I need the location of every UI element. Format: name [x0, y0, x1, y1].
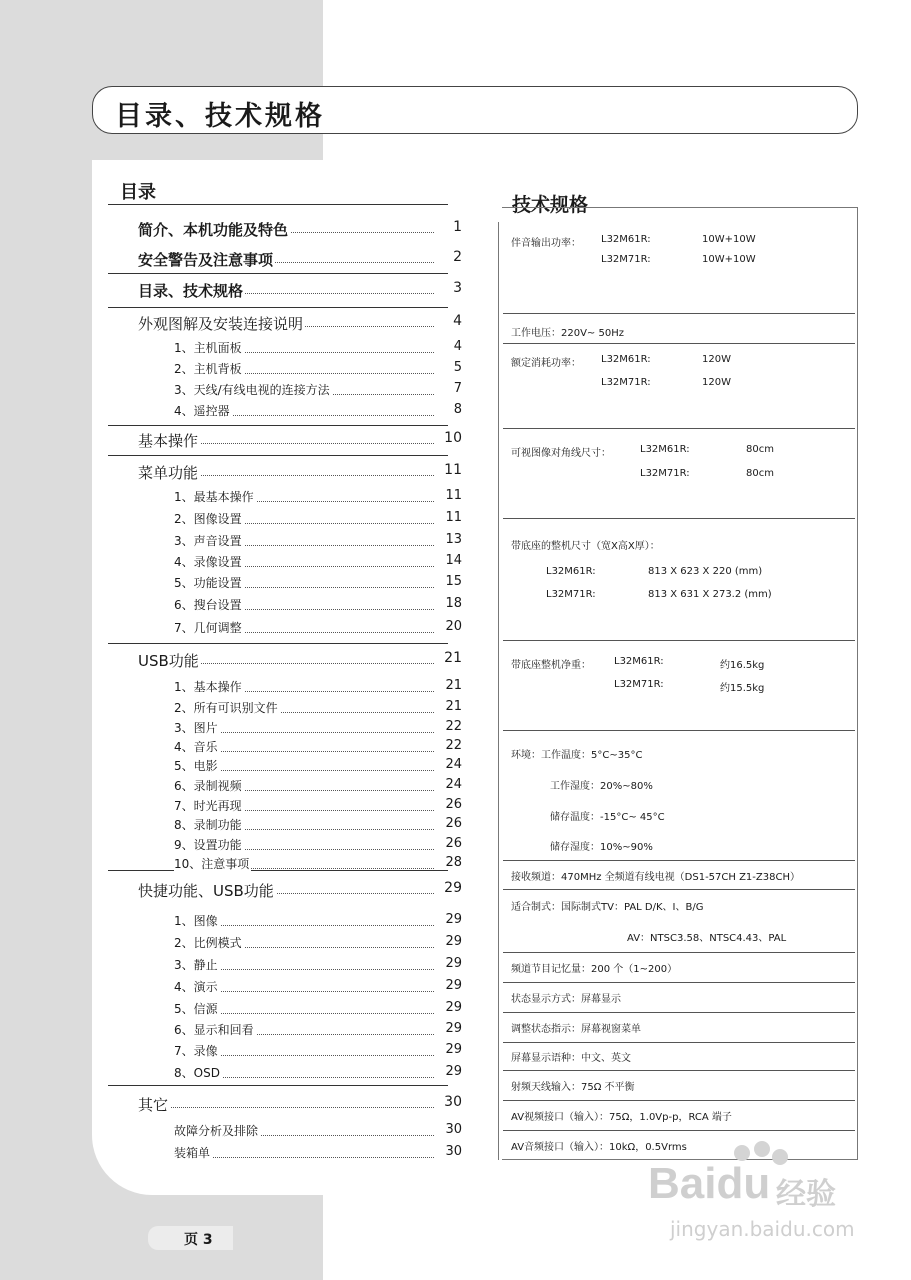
toc-divider	[108, 273, 448, 274]
toc-divider	[108, 643, 448, 644]
toc-item[interactable]: 目录、技术规格 3	[138, 280, 462, 300]
spec-model: L32M61R:	[601, 234, 651, 245]
spec-osd-language: 屏幕显示语种：中文、英文	[511, 1053, 631, 1064]
toc-subitem[interactable]: 6、录制视频 24	[174, 777, 462, 793]
spec-divider	[503, 730, 855, 731]
spec-frame-left	[498, 222, 499, 1160]
spec-value: 约15.5kg	[720, 683, 765, 694]
toc-subitem[interactable]: 5、电影 24	[174, 757, 462, 773]
watermark-jingyan: 经验	[776, 1177, 836, 1212]
toc-divider	[108, 425, 448, 426]
toc-subitem[interactable]: 3、声音设置 13	[174, 532, 462, 548]
spec-frame	[502, 207, 858, 1160]
toc-item[interactable]: 基本操作 10	[138, 430, 462, 450]
spec-weight-label: 带底座整机净重：	[511, 660, 591, 671]
spec-value: 80cm	[746, 444, 774, 455]
toc-item[interactable]: 快捷功能、USB功能 29	[138, 880, 462, 900]
spec-model: L32M61R:	[546, 566, 596, 577]
toc-subitem[interactable]: 2、所有可识别文件 21	[174, 699, 462, 715]
spec-voltage: 工作电压：220V~ 50Hz	[511, 328, 624, 339]
spec-value: 10W+10W	[702, 234, 756, 245]
toc-subitem[interactable]: 1、图像 29	[174, 912, 462, 928]
spec-divider	[503, 952, 855, 953]
spec-value: 约16.5kg	[720, 660, 765, 671]
toc-subitem[interactable]: 4、录像设置 14	[174, 553, 462, 569]
spec-diagonal-label: 可视图像对角线尺寸：	[511, 448, 611, 459]
toc-subitem[interactable]: 1、最基本操作 11	[174, 488, 462, 504]
toc-subitem[interactable]: 6、搜台设置 18	[174, 596, 462, 612]
spec-divider	[503, 1012, 855, 1013]
spec-model: L32M61R:	[640, 444, 690, 455]
page-number: 页 3	[184, 1232, 213, 1248]
toc-divider	[108, 204, 448, 205]
spec-model: L32M61R:	[601, 354, 651, 365]
spec-value: 813 X 631 X 273.2 (mm)	[648, 589, 772, 600]
spec-channels: 接收频道：470MHz 全频道有线电视（DS1-57CH Z1-Z38CH）	[511, 872, 800, 883]
spec-divider	[503, 640, 855, 641]
spec-audio-label: 伴音输出功率：	[511, 238, 581, 249]
spec-divider	[503, 1042, 855, 1043]
spec-value: 80cm	[746, 468, 774, 479]
spec-adjust-indicator: 调整状态指示：屏幕视窗菜单	[511, 1024, 641, 1035]
spec-value: 120W	[702, 354, 731, 365]
toc-subitem[interactable]: 4、演示 29	[174, 978, 462, 994]
toc-subitem[interactable]: 8、录制功能 26	[174, 816, 462, 832]
spec-heading: 技术规格	[512, 194, 589, 216]
spec-storage-humidity: 储存湿度：10%~90%	[550, 842, 653, 853]
toc-subitem[interactable]: 7、几何调整 20	[174, 619, 462, 635]
toc-subitem[interactable]: 2、主机背板 5	[174, 360, 462, 376]
spec-model: L32M71R:	[614, 679, 664, 690]
toc-panel	[92, 160, 463, 1195]
spec-env-humidity: 工作湿度：20%~80%	[550, 781, 653, 792]
spec-av-audio: AV音频接口（输入）：10kΩ，0.5Vrms	[511, 1142, 687, 1153]
spec-av-system: AV：NTSC3.58、NTSC4.43、PAL	[627, 933, 787, 944]
toc-subitem[interactable]: 4、音乐 22	[174, 738, 462, 754]
spec-model: L32M71R:	[601, 377, 651, 388]
baidu-watermark	[648, 1145, 868, 1255]
page-number-tab	[148, 1226, 233, 1250]
toc-subitem[interactable]: 装箱单 30	[174, 1144, 462, 1160]
spec-model: L32M61R:	[614, 656, 664, 667]
toc-subitem[interactable]: 3、图片 22	[174, 719, 462, 735]
page-title: 目录、技术规格	[115, 101, 325, 132]
watermark-url: jingyan.baidu.com	[670, 1217, 855, 1241]
spec-model: L32M71R:	[640, 468, 690, 479]
spec-divider	[503, 889, 855, 890]
toc-subitem[interactable]: 7、录像 29	[174, 1042, 462, 1058]
toc-divider	[108, 307, 448, 308]
spec-av-video: AV视频接口（输入）：75Ω，1.0Vp-p，RCA 端子	[511, 1112, 732, 1123]
spec-rf-input: 射频天线输入：75Ω 不平衡	[511, 1082, 635, 1093]
toc-subitem[interactable]: 5、信源 29	[174, 1000, 462, 1016]
toc-item[interactable]: 其它 30	[138, 1094, 462, 1114]
spec-model: L32M71R:	[601, 254, 651, 265]
toc-heading: 目录	[120, 182, 156, 203]
spec-memory: 频道节目记忆量：200 个（1~200）	[511, 964, 678, 975]
paw-icon	[772, 1149, 788, 1165]
toc-subitem[interactable]: 1、基本操作 21	[174, 678, 462, 694]
spec-dimensions-label: 带底座的整机尺寸（宽X高X厚）：	[511, 541, 660, 552]
toc-subitem[interactable]: 9、设置功能 26	[174, 836, 462, 852]
paw-icon	[754, 1141, 770, 1157]
spec-value: 120W	[702, 377, 731, 388]
spec-storage-temp: 储存温度：-15°C~ 45°C	[550, 812, 665, 823]
toc-subitem[interactable]: 2、比例模式 29	[174, 934, 462, 950]
spec-divider	[503, 1130, 855, 1131]
spec-divider	[503, 860, 855, 861]
page-title-bar	[92, 86, 858, 134]
spec-tv-system: 适合制式：国际制式TV：PAL D/K、I、B/G	[511, 902, 704, 913]
spec-env-temp: 环境：工作温度：5°C~35°C	[511, 750, 643, 761]
toc-item[interactable]: 外观图解及安装连接说明 4	[138, 313, 462, 333]
spec-value: 813 X 623 X 220 (mm)	[648, 566, 763, 577]
spec-divider	[503, 313, 855, 314]
spec-divider	[503, 982, 855, 983]
spec-divider	[503, 1070, 855, 1071]
spec-model: L32M71R:	[546, 589, 596, 600]
spec-power-label: 额定消耗功率：	[511, 358, 581, 369]
toc-subitem[interactable]: 4、遥控器 8	[174, 402, 462, 418]
toc-subitem[interactable]: 故障分析及排除 30	[174, 1122, 462, 1138]
toc-item[interactable]: 菜单功能 11	[138, 462, 462, 482]
toc-divider	[108, 455, 448, 456]
toc-subitem[interactable]: 6、显示和回看 29	[174, 1021, 462, 1037]
spec-value: 10W+10W	[702, 254, 756, 265]
toc-item[interactable]: USB功能 21	[138, 650, 462, 670]
toc-item[interactable]: 安全警告及注意事项 2	[138, 249, 462, 269]
toc-subitem[interactable]: 3、静止 29	[174, 956, 462, 972]
toc-subitem[interactable]: 3、天线/有线电视的连接方法 7	[174, 381, 462, 397]
toc-subitem[interactable]: 5、功能设置 15	[174, 574, 462, 590]
toc-item[interactable]: 简介、本机功能及特色 1	[138, 219, 462, 239]
spec-divider	[503, 343, 855, 344]
toc-subitem[interactable]: 8、OSD 29	[174, 1064, 462, 1080]
toc-subitem[interactable]: 1、主机面板 4	[174, 339, 462, 355]
toc-subitem[interactable]: 10、注意事项 28	[174, 855, 462, 871]
spec-divider	[503, 1100, 855, 1101]
spec-divider	[503, 518, 855, 519]
toc-subitem[interactable]: 2、图像设置 11	[174, 510, 462, 526]
toc-subitem[interactable]: 7、时光再现 26	[174, 797, 462, 813]
watermark-logo: Baidu	[648, 1159, 771, 1208]
spec-divider	[503, 428, 855, 429]
spec-display-mode: 状态显示方式：屏幕显示	[511, 994, 621, 1005]
